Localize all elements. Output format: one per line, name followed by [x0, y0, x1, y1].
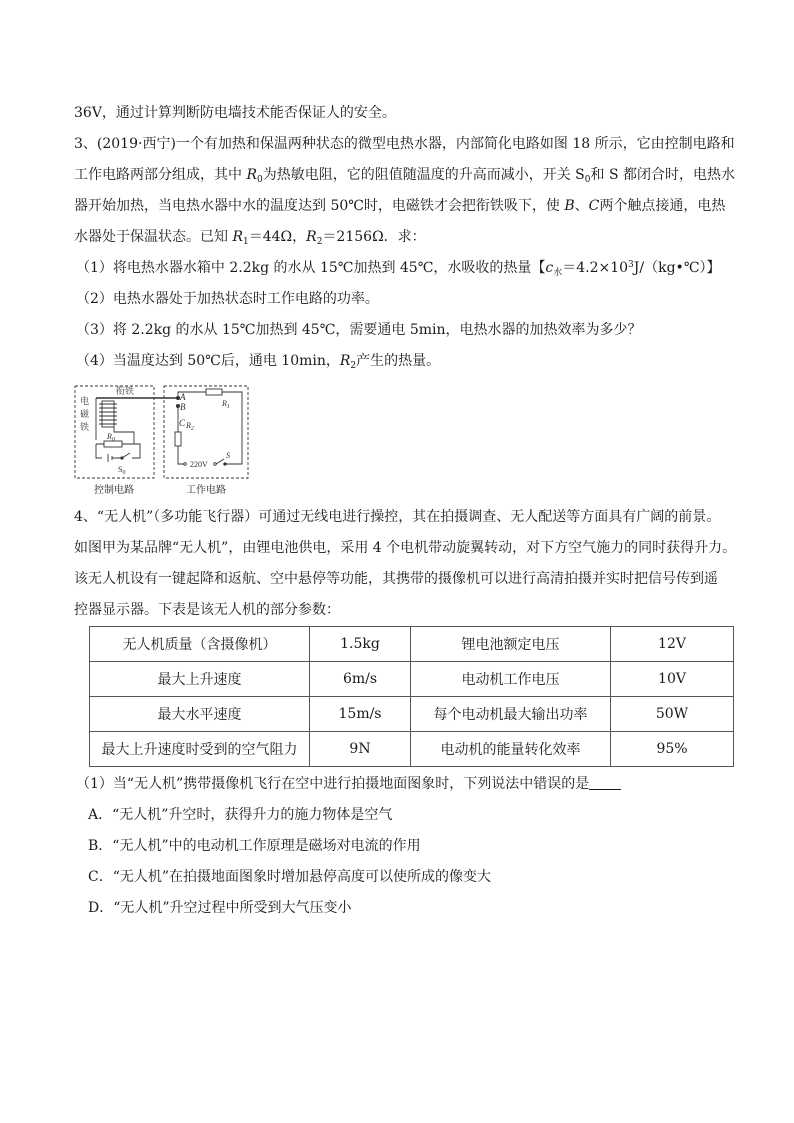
- table-cell: 12V: [611, 627, 734, 662]
- table-row: [90, 627, 734, 662]
- answer-blank[interactable]: [589, 775, 621, 790]
- q3-sub-1: （1）将电热水器水箱中 2.2kg 的水从 15℃加热到 45℃，水吸收的热量【$c_水=4.2\times 10^3J/(kg•℃)$】: [76, 260, 721, 278]
- caption-work: 工作电路: [186, 485, 226, 496]
- table-cell: 50W: [611, 697, 734, 732]
- table-cell: 15m/s: [310, 697, 411, 732]
- coil-label-2: 磁: [80, 409, 90, 419]
- q3-line-2: 工作电路两部分组成，其中 $R_0$为热敏电阻，它的阻值随温度的升高而减小，开关 $S_0$和 S 都闭合时，电热水: [74, 167, 736, 185]
- contact-a-label: A: [180, 392, 186, 402]
- table-cell: 最大水平速度: [90, 697, 310, 732]
- q4-line-2: 如图甲为某品牌“无人机”，由锂电池供电，采用 4 个电机带动旋翼转动，对下方空气施力的同时获得升力。: [74, 540, 737, 556]
- q3-sub-2: （2）电热水器处于加热状态时工作电路的功率。: [76, 291, 379, 307]
- table-row: [90, 662, 734, 697]
- q3-line-1: 3、(2019·西宁)一个有加热和保温两种状态的微型电热水器，内部简化电路如图 18 所示，它由控制电路和: [74, 136, 735, 152]
- q3-sub-3: （3）将 2.2kg 的水从 15℃加热到 45℃，需要通电 5min，电热水器的加热效率为多少？: [76, 322, 642, 338]
- table-cell: 9N: [310, 732, 411, 767]
- electromagnet-coil: [99, 401, 117, 427]
- r2-label: $R_2$: [186, 421, 194, 432]
- armature-label: 衔铁: [116, 386, 135, 396]
- s0-contact: [121, 457, 123, 459]
- r2-resistor: [175, 432, 181, 446]
- table-cell: 无人机质量（含摄像机）: [90, 627, 310, 662]
- r0-label: $R_0$: [107, 432, 115, 443]
- table-cell: 电动机的能量转化效率: [411, 732, 611, 767]
- option-a: A．“无人机”升空时，获得升力的施力物体是空气: [88, 807, 393, 823]
- circuit-diagram: [74, 380, 254, 498]
- table-cell: 1.5kg: [310, 627, 411, 662]
- table-cell: 锂电池额定电压: [411, 627, 611, 662]
- table-cell: 6m/s: [310, 662, 411, 697]
- q3-line-3: 器开始加热，当电热水器中水的温度达到 50℃时，电磁铁才会把衔铁吸下，使 B、C两个触点接通，电热: [74, 198, 726, 214]
- q3-line-4: 水器处于保温状态。已知 $R_1=44\Omega$，$R_2=2156\Omega$．求：: [74, 229, 426, 247]
- power-terminal-right: [214, 463, 217, 466]
- table-row: [90, 697, 734, 732]
- q4-line-1: 4、“无人机”（多功能飞行器）可通过无线电进行操控，其在拍摄调查、无人配送等方面具有广阔的前景。: [74, 509, 721, 525]
- q4-sub-1: （1）当“无人机”携带摄像机飞行在空中进行拍摄地面图象时，下列说法中错误的是: [76, 774, 621, 794]
- option-b: B．“无人机”中的电动机工作原理是磁场对电流的作用: [88, 838, 421, 854]
- option-d: D．“无人机”升空过程中所受到大气压变小: [88, 900, 352, 916]
- coil-label-1: 电: [80, 396, 90, 406]
- table-cell: 每个电动机最大输出功率: [411, 697, 611, 732]
- table-cell: 最大上升速度: [90, 662, 310, 697]
- control-wire-1: [96, 427, 134, 444]
- table-cell: 电动机工作电压: [411, 662, 611, 697]
- contact-b-label: B: [180, 402, 186, 412]
- option-c: C．“无人机”在拍摄地面图象时增加悬停高度可以使所成的像变大: [88, 869, 492, 885]
- r1-resistor: [206, 389, 222, 395]
- intro-line: 36V，通过计算判断防电墙技术能否保证人的安全。: [74, 105, 396, 121]
- contact-c-label: C: [179, 418, 186, 428]
- table-cell: 95%: [611, 732, 734, 767]
- q3-sub-4: （4）当温度达到 50℃后，通电 10min，$R_2$产生的热量。: [76, 353, 441, 371]
- coil-label-3: 铁: [80, 422, 90, 432]
- table-row: [90, 732, 734, 767]
- caption-control: 控制电路: [94, 485, 134, 496]
- switch-s-contact: [224, 463, 226, 465]
- r1-label: $R_1$: [222, 399, 230, 410]
- q4-line-3: 该无人机设有一键起降和返航、空中悬停等功能，其携带的摄像机可以进行高清拍摄并实时把信号传到遥: [74, 571, 718, 587]
- table-cell: 10V: [611, 662, 734, 697]
- table-cell: 最大上升速度时受到的空气阻力: [90, 732, 310, 767]
- voltage-label: 220V: [190, 460, 208, 469]
- switch-s-label: S: [226, 451, 230, 460]
- s0-label: $S_0$: [118, 465, 126, 476]
- switch-s: [216, 459, 224, 464]
- power-terminal-left: [184, 463, 187, 466]
- q4-line-4: 控器显示器。下表是该无人机的部分参数：: [74, 602, 340, 618]
- drone-params-table: [89, 626, 734, 767]
